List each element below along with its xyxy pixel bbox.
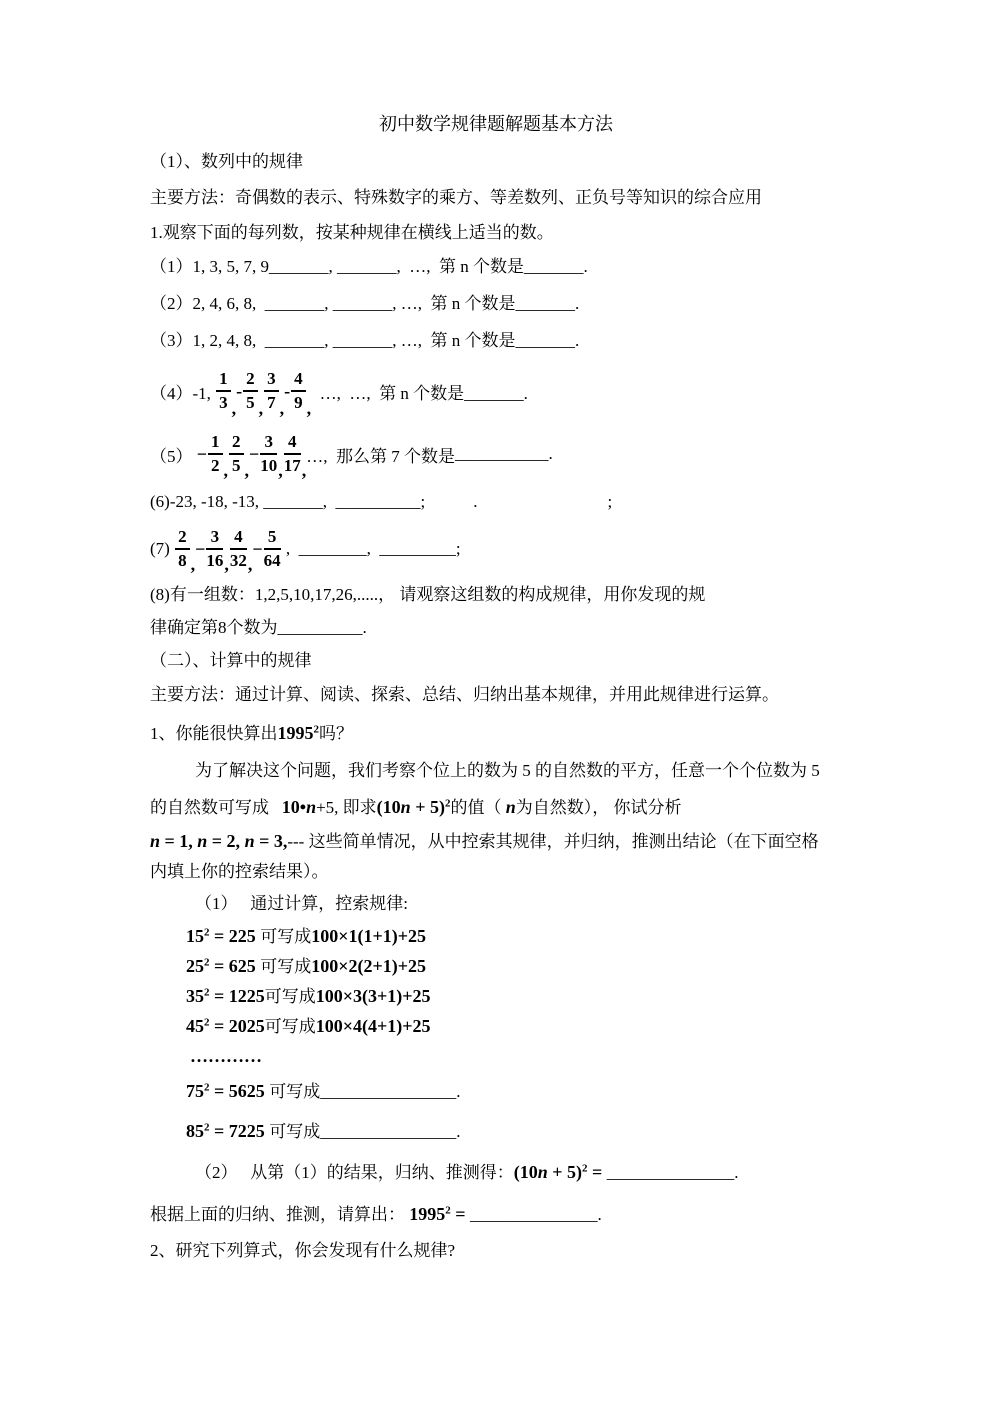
fraction-separator: , [258,398,264,419]
fraction [208,432,223,475]
item6-text: (6)-23, -18, -13, _______, __________; [150,492,426,511]
section1-heading: （1）、数列中的规律 [150,152,303,171]
subitem-1: （1） 通过计算，控索规律: [195,894,408,913]
calc-expression: 100×4(4+1)+25 [315,1016,431,1036]
variable-n: n [197,831,208,851]
fraction-denominator: 7 [267,393,276,412]
fraction [175,527,190,570]
fraction [260,432,277,475]
exponent: 2 [204,1081,210,1094]
item5-tail: …, 那么第 7 个数是 [306,446,456,466]
item5-prefix: （5） [150,446,197,466]
sequence-item-7 [150,519,880,579]
sequence-item-8-line1: (8)有一组数：1,2,5,10,17,26,.....， 请观察这组数的构成规律，用你发现的规 [150,585,706,604]
calc-label: 可写成 [260,957,312,976]
calc-label: 可写成 [269,1122,321,1141]
calc-result: = 1225 [209,986,265,1006]
fraction-denominator: 17 [283,456,301,475]
section1-methods: 主要方法：奇偶数的表示、特殊数字的乘方、等差数列、正负号等知识的综合应用 [150,188,762,207]
paragraph1-line2 [150,789,880,825]
sequence-item-5 [150,423,880,485]
exponent: 2 [204,956,210,969]
item5-blank: ___________. [455,444,553,463]
fraction-separator: , [231,398,237,419]
calc-line-2 [150,951,880,981]
fraction-denominator: 9 [294,393,303,412]
p1l2-text: +5, 即求 [316,798,377,817]
equals-sign: = [587,1162,607,1182]
p1l2-text: 的值（ [450,798,506,817]
calc-line-3 [150,981,880,1011]
exponent: 2 [204,1016,210,1029]
fraction-numerator: 1 [216,369,231,392]
p2l1-math: = 3, [254,831,288,851]
item7-tail: , ________, _________; [281,539,461,558]
calc-result: = 2025 [209,1016,265,1036]
calc-expression: 100×1(1+1)+25 [311,926,427,946]
paragraph1-line1: 为了解决这个问题，我们考察个位上的数为 5 的自然数的平方，任意一个个位数为 5 [195,761,820,780]
p1l2-text: 为自然数）， 你试分析 [515,798,682,817]
item4-prefix: （4）-1, [150,383,216,403]
fraction-denominator: 3 [219,393,228,412]
fraction-denominator: 64 [263,551,281,570]
fraction-denominator: 8 [178,551,187,570]
calc-base: 35 [186,986,204,1006]
fraction-numerator: 2 [243,369,258,392]
fraction [230,527,247,570]
fraction-numerator: 3 [264,369,279,392]
fraction-separator: , [279,398,285,419]
calc-expression: 100×2(2+1)+25 [311,956,427,976]
calc-line-1 [150,921,880,951]
calc-result: = 5625 [209,1081,270,1101]
calc-result: = 7225 [209,1121,270,1141]
variable-n: n [400,797,411,817]
sub2-math: (10 [513,1162,538,1182]
p2l1-text: 这些简单情况，从中控索其规律，并归纳，推测出结论（在下面空格 [308,832,819,851]
exponent: 2 [444,797,451,810]
calc-label: 可写成 [264,987,316,1006]
fraction-separator: , [244,460,250,481]
fraction-sign: - [284,380,291,401]
fraction [243,369,258,412]
exponent: 2 [204,986,210,999]
fraction [229,432,244,475]
fraction-separator: , [190,554,196,575]
section2-heading: （二）、计算中的规律 [150,651,312,670]
sequence-item-1: （1）1, 3, 5, 7, 9_______, _______, …, 第 n 个数是_______. [150,257,588,276]
fraction [291,369,306,412]
sequence-item-6 [150,485,880,519]
calc-base: 15 [186,926,204,946]
fraction-separator: , [306,398,312,419]
q1-suffix: 吗？ [319,724,353,743]
ellipsis-line: ………… [190,1046,262,1066]
fraction-separator: , [223,460,229,481]
fraction-sign: − [196,443,208,464]
calc-label: 可写成 [264,1017,316,1036]
sequence-item-4 [150,359,880,423]
fraction-separator: , [224,554,229,575]
variable-n: n [150,831,161,851]
item4-tail: …, …, 第 n 个数是_______. [311,383,528,403]
calc-line-4 [150,1011,880,1041]
p1l2-text: 的自然数可写成 [150,798,282,817]
sequence-item-8-line2: 律确定第8个数为__________. [150,618,367,637]
fraction-denominator: 10 [260,456,278,475]
fraction-separator: , [301,460,307,481]
calc-blank-line-1 [150,1071,880,1111]
fill-blank: _______________. [606,1163,739,1182]
p1l2-math: 10• [281,797,307,817]
fraction-numerator: 3 [206,527,223,550]
calc-base: 25 [186,956,204,976]
p2l1-math: = 2, [207,831,245,851]
calc-base: 45 [186,1016,204,1036]
subitem-2 [150,1151,880,1193]
fraction [264,527,281,570]
calc-base: 85 [186,1121,204,1141]
fraction-sign: − [195,538,206,559]
fraction-sign: − [252,538,263,559]
exponent: 2 [204,1121,210,1134]
conclusion-base: 1995 [409,1204,446,1224]
dashes: --- [287,832,309,851]
page-title: 初中数学规律题解题基本方法 [379,114,613,134]
exponent: 2 [445,1204,451,1217]
fraction-sign: - [236,380,243,401]
fraction-numerator: 2 [229,432,244,455]
q1-prefix: 1、你能很快算出 [150,724,278,743]
calc-question-1 [150,713,880,753]
fraction [284,432,301,475]
p2l1-math: = 1, [160,831,198,851]
paragraph2-line2: 内填上你的控索结果）。 [150,862,329,881]
item7-prefix: (7) [150,539,175,558]
fraction-numerator: 3 [260,432,277,455]
fraction-numerator: 2 [175,527,190,550]
item6-stray-dot: . [473,492,478,511]
paragraph2-line1 [150,825,880,857]
p1l2-math: + 5) [410,797,445,817]
item6-stray-semicolon: ; [607,492,613,511]
calc-base: 75 [186,1081,204,1101]
conclusion-prefix: 根据上面的归纳、推测，请算出： [150,1205,410,1224]
conclusion-line [150,1193,880,1235]
calc-result: = 625 [209,956,261,976]
exponent: 2 [582,1162,588,1175]
fraction-numerator: 4 [230,527,247,550]
fraction-sign: − [249,443,260,464]
variable-n: n [244,831,255,851]
calc-result: = 225 [209,926,261,946]
fraction-denominator: 2 [211,456,220,475]
equals-sign: = [450,1204,471,1224]
question1-intro: 1.观察下面的每列数，按某种规律在横线上适当的数。 [150,223,554,242]
fraction-numerator: 4 [284,432,301,455]
exponent: 2 [204,926,210,939]
sub2-prefix: （2） 从第（1）的结果，归纳、推测得： [195,1163,514,1182]
fraction-numerator: 4 [291,369,306,392]
fill-blank: ________________. [320,1082,461,1101]
fraction-numerator: 5 [264,527,281,550]
sequence-item-2: （2）2, 4, 6, 8, _______, _______, …, 第 n 个数是_______. [150,294,580,313]
fraction [216,369,231,412]
sequence-item-3: （3）1, 2, 4, 8, _______, _______, …, 第 n 个数是_______. [150,331,580,350]
fill-blank: _______________. [470,1205,602,1224]
fraction-separator: , [247,554,253,575]
fraction [206,527,223,570]
calc-label: 可写成 [260,927,312,946]
fraction-denominator: 5 [246,393,255,412]
fraction-numerator: 1 [208,432,223,455]
fill-blank: ________________. [320,1122,461,1141]
calc-question-2: 2、研究下列算式，你会发现有什么规律? [150,1241,456,1260]
fraction [264,369,279,412]
calc-expression: 100×3(3+1)+25 [315,986,431,1006]
calc-blank-line-2 [150,1111,880,1151]
fraction-denominator: 32 [229,551,247,570]
section2-methods: 主要方法：通过计算、阅读、探索、总结、归纳出基本规律，并用此规律进行运算。 [150,685,779,704]
fraction-denominator: 16 [206,551,224,570]
q1-exponent: 2 [313,723,319,736]
sub2-math: + 5) [547,1162,583,1182]
variable-n: n [537,1162,548,1182]
fraction-separator: , [278,460,283,481]
variable-n: n [505,797,516,817]
calc-label: 可写成 [269,1082,321,1101]
variable-n: n [306,797,317,817]
p1l2-math: (10 [376,797,401,817]
fraction-denominator: 5 [232,456,241,475]
q1-base: 1995 [277,723,314,743]
